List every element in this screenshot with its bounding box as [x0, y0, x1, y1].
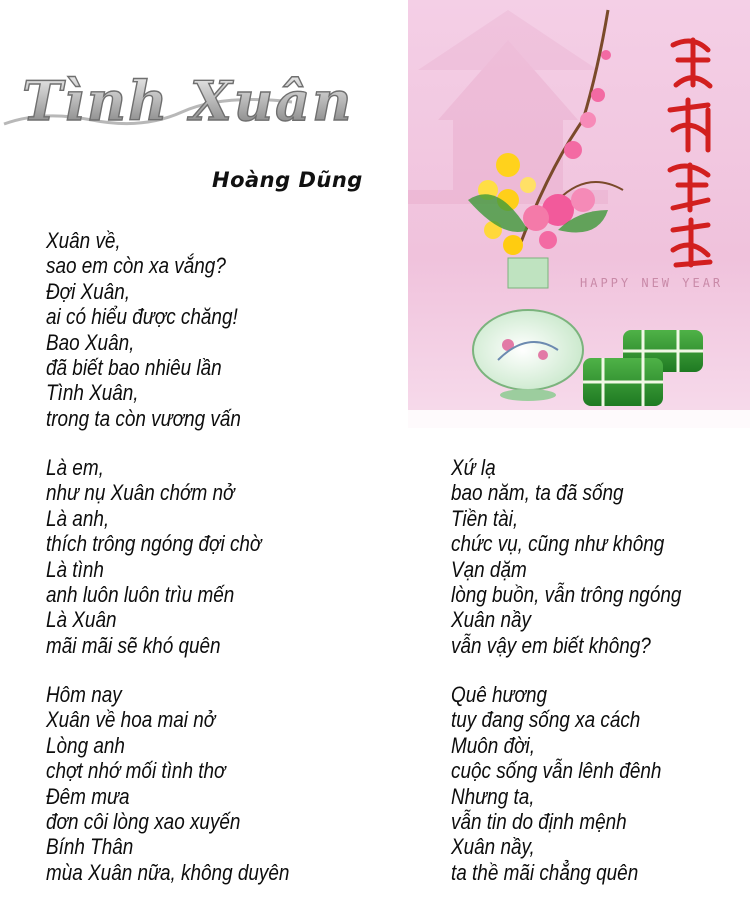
poem-title: Tình Xuân: [22, 69, 354, 133]
poem-line: Xuân về,: [46, 228, 121, 253]
poem-line: Muôn đời,: [451, 732, 536, 758]
poem-line: Là tình: [46, 556, 104, 582]
happy-new-year-text: HAPPY NEW YEAR: [580, 276, 724, 290]
poem-line: Xứ lạ: [451, 455, 496, 480]
poem-line: đơn côi lòng xao xuyến: [46, 809, 241, 835]
poem-line: sao em còn xa vắng?: [46, 253, 226, 279]
stanza-5: [451, 682, 661, 885]
stanza-4: [451, 455, 681, 658]
poem-title-art: [2, 62, 354, 152]
poem-line: Hôm nay: [46, 682, 122, 707]
poem-line: Xuân nầy: [451, 607, 531, 633]
poem-line: bao năm, ta đã sống: [451, 480, 624, 506]
stanza-1: [46, 228, 241, 431]
poem-line: đã biết bao nhiêu lần: [46, 355, 222, 381]
poem-author: Hoàng Dũng: [212, 168, 363, 192]
poem-line: Nhưng ta,: [451, 783, 535, 809]
poem-line: Là Xuân: [46, 607, 117, 633]
poem-line: Vạn dặm: [451, 556, 527, 582]
poem-line: ta thề mãi chẳng quên: [451, 859, 639, 885]
poem-line: Tình Xuân,: [46, 380, 139, 406]
new-year-card-image: [408, 0, 750, 428]
poem-line: Đợi Xuân,: [46, 278, 131, 304]
poem-line: cuộc sống vẫn lênh đênh: [451, 758, 662, 784]
poem-line: mùa Xuân nữa, không duyên: [46, 859, 290, 885]
poem-line: trong ta còn vương vấn: [46, 405, 241, 431]
poem-line: như nụ Xuân chớm nở: [46, 480, 235, 506]
poem-line: lòng buồn, vẫn trông ngóng: [451, 582, 682, 608]
stanza-2: [46, 455, 261, 658]
poem-line: Xuân nầy,: [451, 834, 535, 860]
stanza-3: [46, 682, 289, 885]
poem-line: Là em,: [46, 455, 104, 480]
poem-line: chức vụ, cũng như không: [451, 531, 665, 557]
poem-line: vẫn vậy em biết không?: [451, 632, 651, 658]
poem-line: mãi mãi sẽ khó quên: [46, 632, 221, 658]
poem-line: chợt nhớ mối tình thơ: [46, 758, 226, 784]
poem-line: Là anh,: [46, 505, 110, 531]
poem-line: Xuân về hoa mai nở: [46, 707, 216, 733]
poem-line: ai có hiểu được chăng!: [46, 304, 238, 330]
poem-line: Tiền tài,: [451, 505, 519, 531]
poem-line: Quê hương: [451, 682, 548, 707]
poem-line: Lòng anh: [46, 732, 125, 758]
poem-line: tuy đang sống xa cách: [451, 707, 641, 733]
poem-line: anh luôn luôn trìu mến: [46, 582, 235, 608]
poem-line: Bao Xuân,: [46, 329, 135, 355]
poem-line: thích trông ngóng đợi chờ: [46, 531, 262, 557]
poem-line: vẫn tin do định mệnh: [451, 809, 627, 835]
poem-line: Bính Thân: [46, 834, 134, 860]
poem-line: Đêm mưa: [46, 783, 130, 809]
